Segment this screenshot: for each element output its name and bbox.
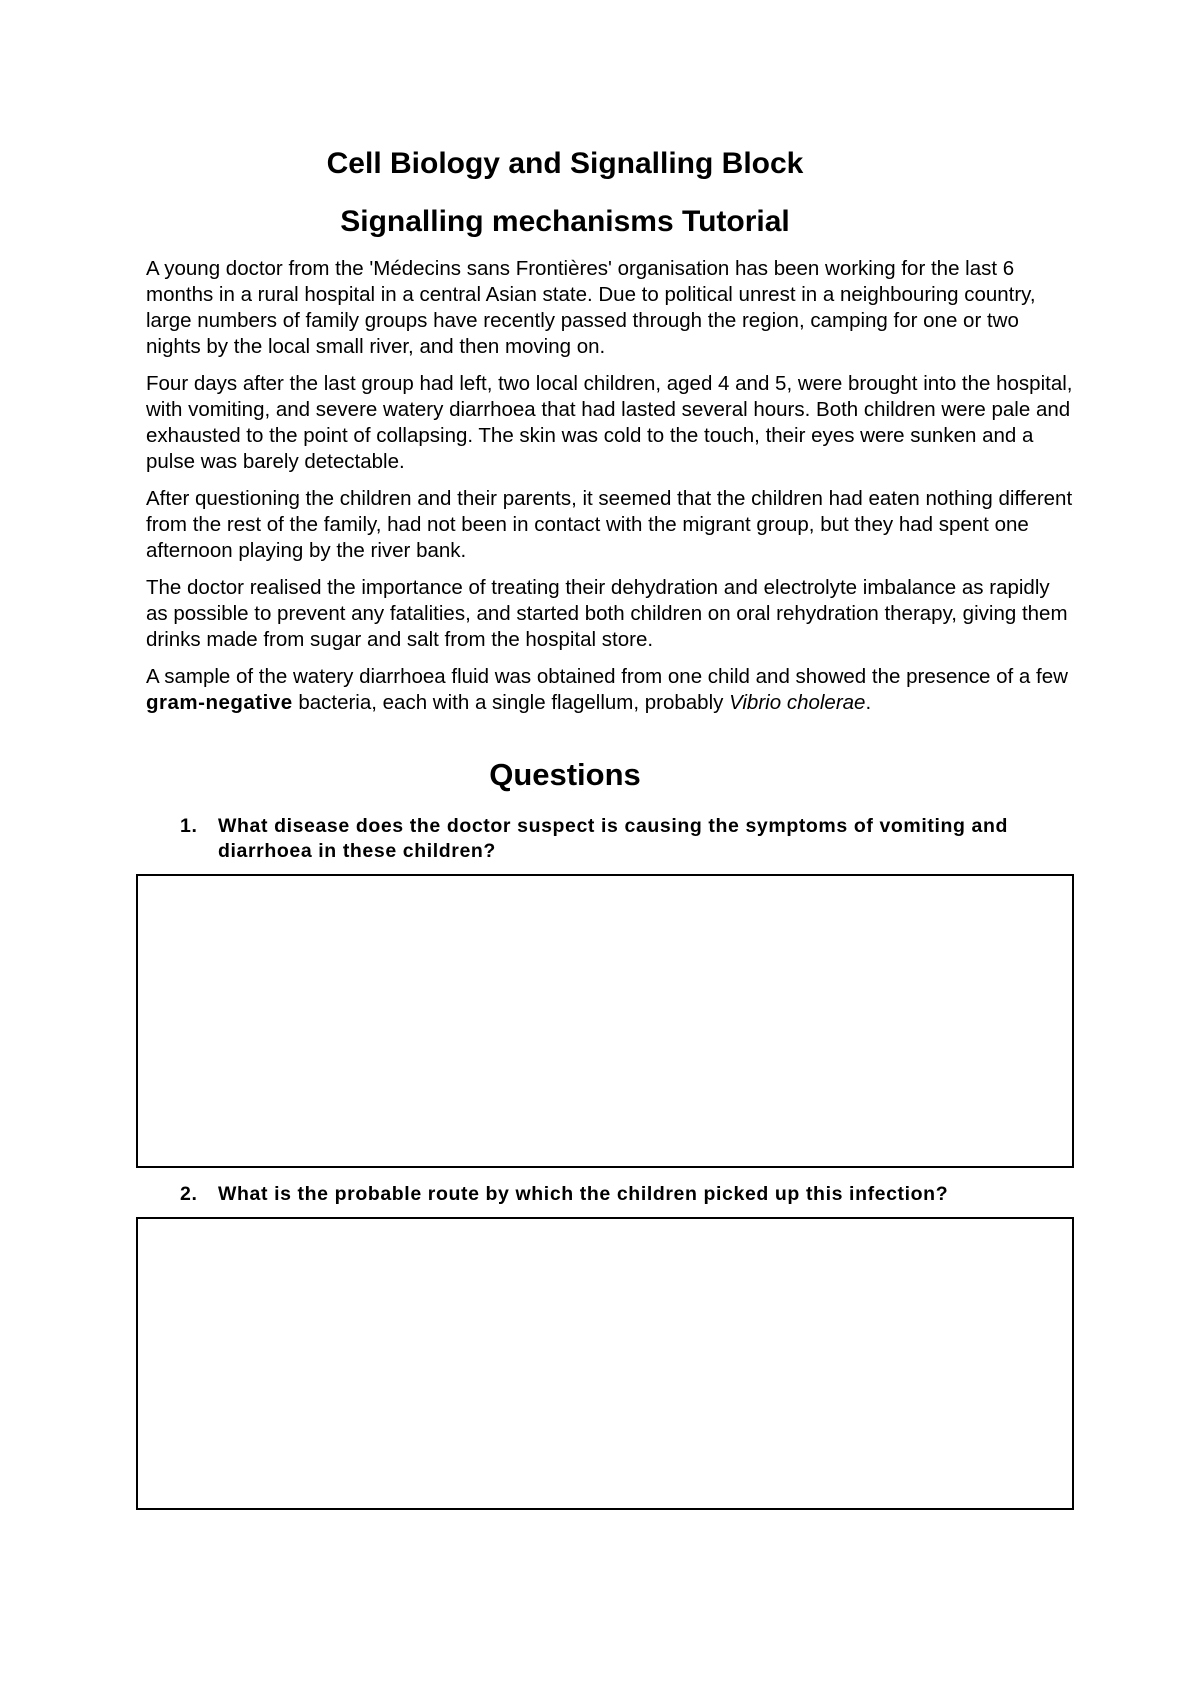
answer-box-1[interactable] [136,874,1074,1168]
scenario-text [146,256,1076,727]
question-1-number: 1. [180,815,198,837]
paragraph-5-text-c: . [865,691,872,714]
scenario-paragraph-3: After questioning the children and their parents, it seemed that the children had eaten nothing different from the rest of the family, had not been in contact with the migrant group, but they had spent one afternoon playing by the river bank. [146,487,1073,562]
paragraph-5-text-b: bacteria, each with a single flagellum, probably [292,691,730,714]
gram-negative-term: gram-negative [146,691,293,714]
scenario-paragraph-4: The doctor realised the importance of treating their dehydration and electrolyte imbalance as rapidly as possible to prevent any fatalities, and started both children on oral rehydration therapy, giving them drinks made from sugar and salt from the hospital store. [146,576,1068,651]
question-1-text: What disease does the doctor suspect is causing the symptoms of vomiting and diarrhoea in these children? [218,815,1008,862]
species-name: Vibrio cholerae [729,691,866,714]
question-1 [180,814,1080,864]
question-2-text: What is the probable route by which the children picked up this infection? [218,1183,949,1205]
question-2-number: 2. [180,1183,198,1205]
question-2 [180,1182,1080,1207]
scenario-paragraph-1: A young doctor from the 'Médecins sans Frontières' organisation has been working for the last 6 months in a rural hospital in a central Asian state. Due to political unrest in a neighbouring country, large numbers of family groups have recently passed through the region, camping for one or two nights by the local small river, and then moving on. [146,257,1036,358]
page-subtitle: Signalling mechanisms Tutorial [340,205,790,238]
scenario-paragraph-5 [146,664,1076,716]
paragraph-5-text-a: A sample of the watery diarrhoea fluid was obtained from one child and showed the presence of a few [146,665,1068,688]
questions-heading: Questions [489,757,641,792]
scenario-paragraph-2: Four days after the last group had left, two local children, aged 4 and 5, were brought into the hospital, with vomiting, and severe watery diarrhoea that had lasted several hours. Both children were pale and exhausted to the point of collapsing. The skin was cold to the touch, their eyes were sunken and a pulse was barely detectable. [146,372,1073,473]
answer-box-2[interactable] [136,1217,1074,1510]
page-title: Cell Biology and Signalling Block [326,147,804,180]
